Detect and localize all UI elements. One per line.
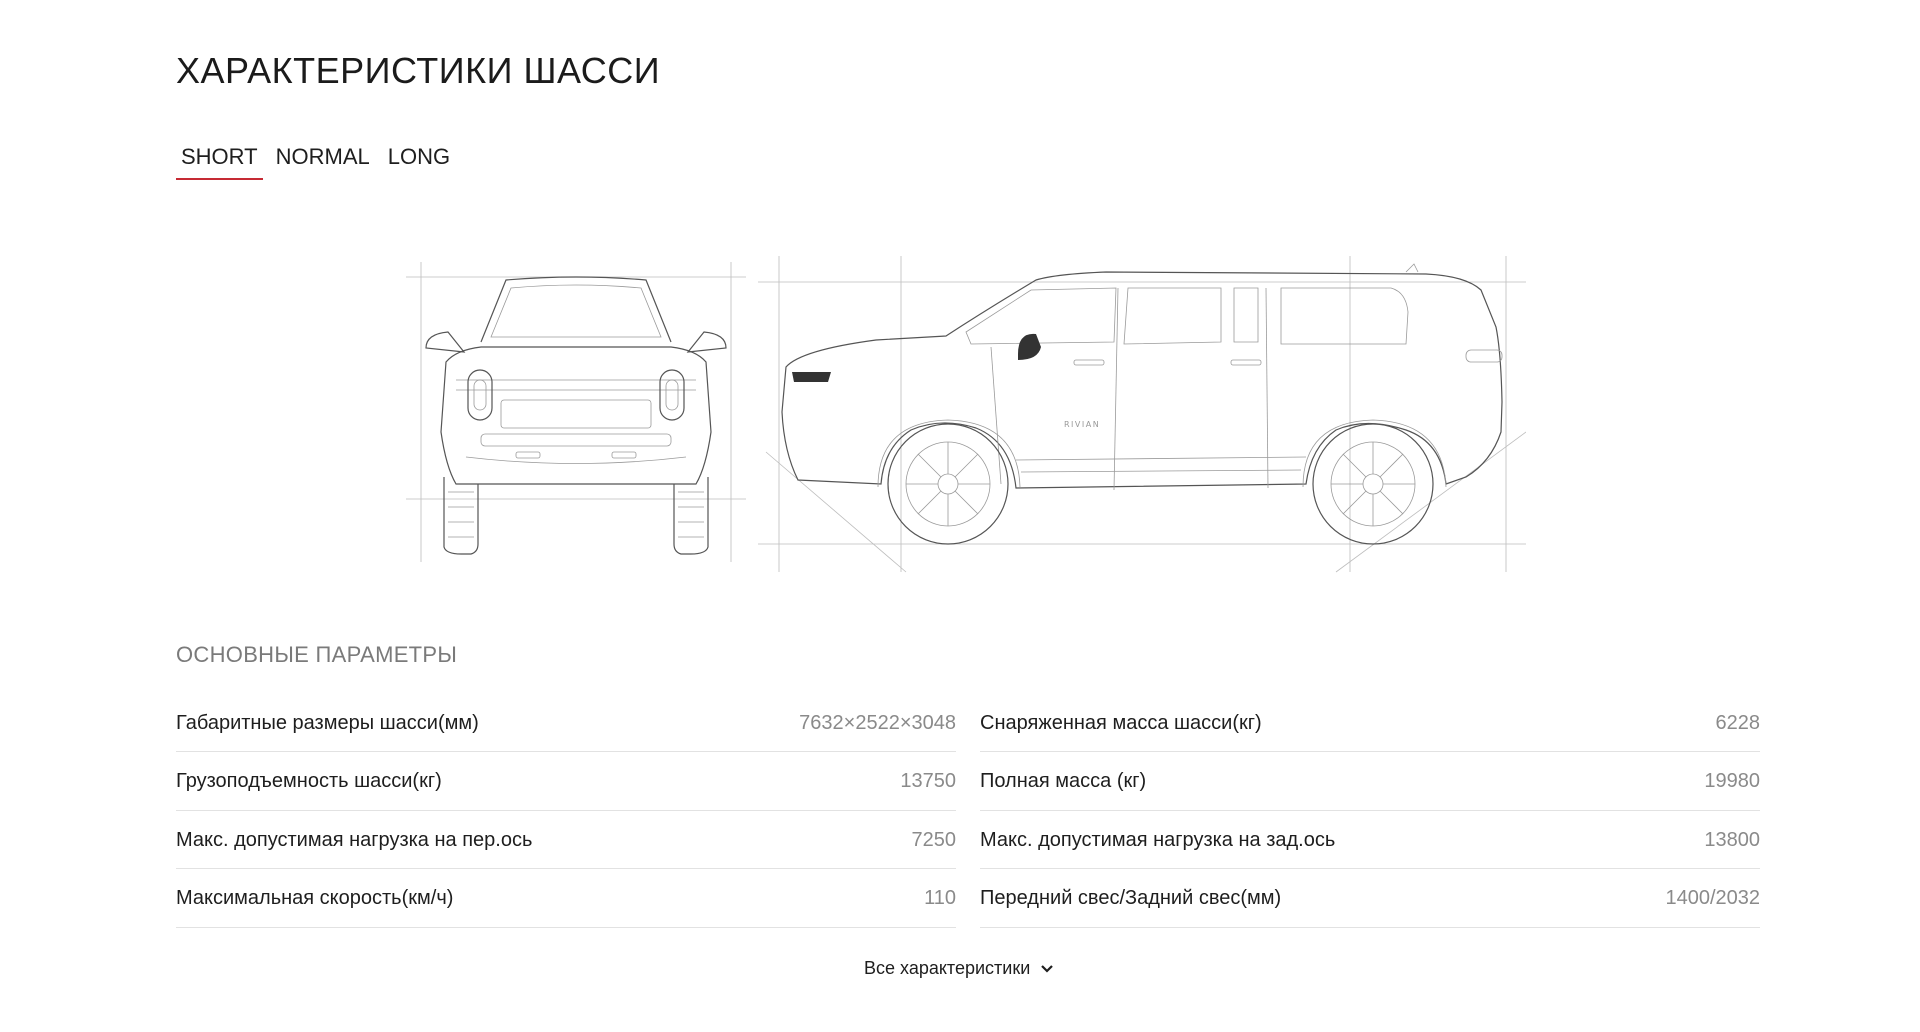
param-value: 110 bbox=[924, 887, 956, 909]
param-row bbox=[176, 695, 956, 752]
param-label: Габаритные размеры шасси(мм) bbox=[176, 711, 479, 734]
params-grid bbox=[176, 695, 1760, 929]
param-label: Грузоподъемность шасси(кг) bbox=[176, 770, 442, 792]
param-value: 7632×2522×3048 bbox=[799, 711, 956, 734]
param-value: 1400/2032 bbox=[1665, 887, 1760, 909]
param-value: 19980 bbox=[1704, 770, 1760, 792]
param-row bbox=[980, 754, 1760, 811]
param-row bbox=[980, 812, 1760, 869]
vehicle-drawing bbox=[406, 252, 1526, 587]
chevron-down-icon bbox=[1040, 964, 1054, 974]
param-value: 13800 bbox=[1704, 828, 1760, 851]
side-view-drawing-icon bbox=[758, 256, 1526, 572]
param-label: Максимальная скорость(км/ч) bbox=[176, 887, 454, 909]
params-column-left bbox=[176, 695, 956, 929]
params-column-right bbox=[980, 695, 1760, 929]
all-specs-label: Все характеристики bbox=[864, 958, 1031, 978]
chassis-specs-section bbox=[176, 0, 1760, 1032]
param-row bbox=[176, 754, 956, 811]
all-specs-button[interactable] bbox=[864, 958, 1054, 979]
param-label: Снаряженная масса шасси(кг) bbox=[980, 711, 1262, 734]
vehicle-blueprint bbox=[406, 252, 1526, 582]
page-title: ХАРАКТЕРИСТИКИ ШАССИ bbox=[176, 50, 661, 91]
param-row bbox=[980, 695, 1760, 752]
param-value: 6228 bbox=[1715, 711, 1760, 734]
front-view-drawing-icon bbox=[406, 262, 746, 562]
param-row bbox=[176, 812, 956, 869]
param-value: 13750 bbox=[900, 770, 956, 792]
side-badge-text: RIVIAN bbox=[1064, 420, 1101, 429]
param-label: Полная масса (кг) bbox=[980, 770, 1147, 792]
param-label: Макс. допустимая нагрузка на пер.ось bbox=[176, 828, 533, 851]
tab-normal[interactable]: NORMAL bbox=[271, 140, 375, 180]
param-row bbox=[176, 871, 956, 928]
section-title: ОСНОВНЫЕ ПАРАМЕТРЫ bbox=[176, 642, 458, 667]
param-row bbox=[980, 871, 1760, 928]
param-value: 7250 bbox=[911, 828, 956, 851]
chassis-length-tabs bbox=[176, 140, 463, 180]
tab-short[interactable]: SHORT bbox=[176, 140, 263, 180]
param-label: Передний свес/Задний свес(мм) bbox=[980, 887, 1282, 909]
param-label: Макс. допустимая нагрузка на зад.ось bbox=[980, 828, 1336, 851]
tab-long[interactable]: LONG bbox=[383, 140, 455, 180]
